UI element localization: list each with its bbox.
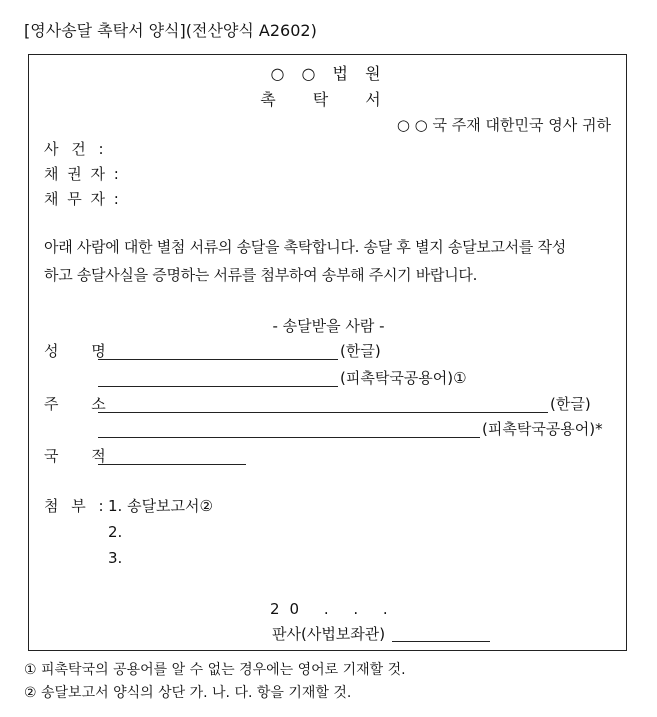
recipient-line: ○ ○ 국 주재 대한민국 영사 귀하: [396, 116, 611, 134]
court-name: ○ ○ 법 원: [270, 64, 387, 83]
footnote-1: ① 피촉탁국의 공용어를 알 수 없는 경우에는 영어로 기재할 것.: [24, 662, 406, 678]
body-text-line-2: 하고 송달사실을 증명하는 서류를 첨부하여 송부해 주시기 바랍니다.: [44, 266, 478, 284]
address-foreign-suffix: (피촉탁국공용어)*: [482, 420, 603, 438]
name-korean-blank[interactable]: [98, 359, 338, 360]
attachments-label: 첨 부 :: [44, 497, 108, 515]
name-foreign-blank[interactable]: [98, 386, 338, 387]
creditor-field-label: 채 권 자 :: [44, 165, 121, 183]
case-field-label: 사 건 :: [44, 140, 108, 158]
form-code-label: [영사송달 촉탁서 양식](전산양식 A2602): [24, 21, 317, 40]
address-korean-blank[interactable]: [98, 412, 548, 413]
address-label: 주 소: [44, 395, 120, 413]
attachment-item: 1. 송달보고서②: [108, 497, 213, 515]
name-foreign-suffix: (피촉탁국공용어)①: [340, 369, 467, 387]
attachment-item: 2.: [108, 523, 123, 541]
address-korean-suffix: (한글): [550, 395, 591, 413]
footnote-2: ② 송달보고서 양식의 상단 가. 나. 다. 항을 기재할 것.: [24, 685, 352, 701]
signer-title: 판사(사법보좌관): [272, 625, 386, 643]
recipient-section-title: - 송달받을 사람 -: [272, 317, 385, 335]
form-title: 촉 탁 서: [260, 90, 397, 109]
date-line: 20 . . .: [270, 600, 398, 618]
nationality-label: 국 적: [44, 447, 120, 465]
address-foreign-blank[interactable]: [98, 437, 480, 438]
nationality-blank[interactable]: [98, 464, 246, 465]
signer-blank[interactable]: [392, 641, 490, 642]
attachment-item: 3.: [108, 549, 123, 567]
body-text-line-1: 아래 사람에 대한 별첨 서류의 송달을 촉탁합니다. 송달 후 별지 송달보고서를 작성: [44, 238, 566, 256]
name-label: 성 명: [44, 342, 120, 360]
debtor-field-label: 채 무 자 :: [44, 190, 121, 208]
name-korean-suffix: (한글): [340, 342, 381, 360]
